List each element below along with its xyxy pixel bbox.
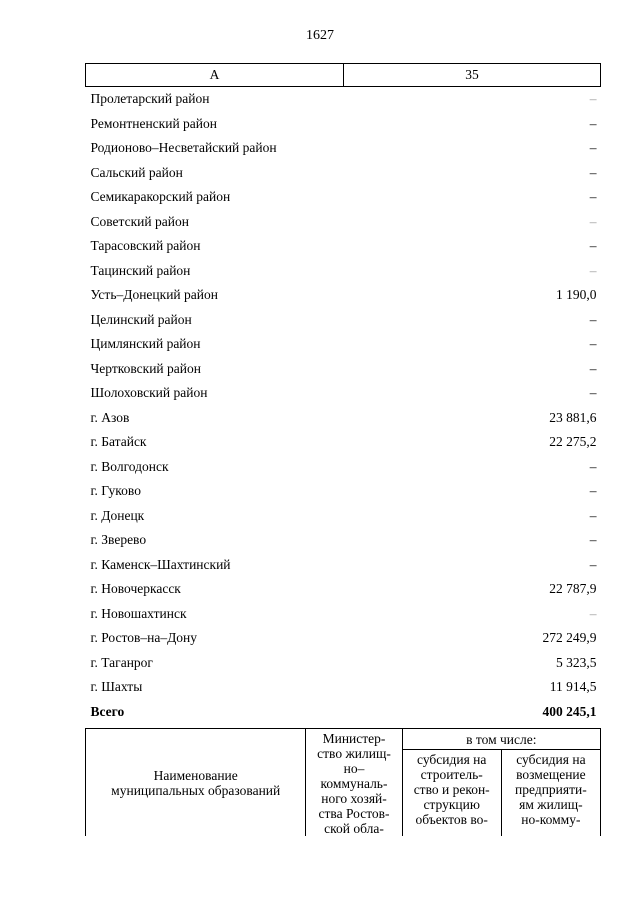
municipality-name: Сальский район (90, 164, 183, 180)
amount-value: – (589, 360, 597, 376)
municipality-name-header: Наименование муниципальных образований (86, 729, 306, 837)
municipality-name: г. Гуково (90, 483, 141, 499)
municipality-name: г. Шахты (90, 679, 143, 695)
including-header: в том числе: (402, 729, 600, 750)
municipality-name: Семикаракорский район (90, 189, 231, 205)
total-label: Всего (90, 703, 125, 719)
table-row (86, 577, 601, 602)
table-body (86, 87, 601, 725)
construction-subsidy-header: субсидия на строитель- ство и рекон- струкцию объектов во- (402, 750, 501, 837)
total-value: 400 245,1 (542, 703, 597, 719)
table-row (86, 528, 601, 553)
amount-value: 11 914,5 (549, 679, 597, 695)
compensation-subsidy-header: субсидия на возмещение предприяти- ям жилищ- но-комму- (501, 750, 600, 837)
table-row (86, 479, 601, 504)
municipality-name: г. Таганрог (90, 654, 153, 670)
table-row (86, 430, 601, 455)
municipality-name: г. Новошахтинск (90, 605, 187, 621)
amount-value: 272 249,9 (542, 630, 597, 646)
table-row (86, 283, 601, 308)
amount-value: – (589, 213, 597, 229)
amount-value: – (589, 385, 597, 401)
municipality-name: г. Зверево (90, 532, 147, 548)
amount-value: 1 190,0 (556, 287, 597, 303)
table-row (86, 210, 601, 235)
municipality-name: Пролетарский район (90, 91, 210, 107)
amount-value: – (589, 507, 597, 523)
table-row (86, 136, 601, 161)
amount-value: – (589, 311, 597, 327)
amount-value: – (589, 189, 597, 205)
amount-value: – (589, 238, 597, 254)
municipality-name: г. Донецк (90, 507, 145, 523)
municipality-name: Тацинский район (90, 262, 191, 278)
municipality-name: г. Каменск–Шахтинский (90, 556, 231, 572)
amount-value: 22 275,2 (549, 434, 597, 450)
table-row (86, 185, 601, 210)
second-table-header (85, 728, 601, 836)
amount-value: – (589, 91, 597, 107)
table-row (86, 381, 601, 406)
municipality-name: Тарасовский район (90, 238, 201, 254)
municipality-name: Шолоховский район (90, 385, 208, 401)
table-row (86, 406, 601, 431)
table-row (86, 553, 601, 578)
amount-value: 23 881,6 (549, 409, 597, 425)
table-row (86, 87, 601, 112)
amount-value: 5 323,5 (556, 654, 597, 670)
table-row (86, 675, 601, 700)
page-number: 1627 (306, 28, 334, 43)
table-row (86, 259, 601, 284)
municipality-name: г. Азов (90, 409, 130, 425)
amount-value: – (589, 115, 597, 131)
table-row (86, 626, 601, 651)
table-row (86, 504, 601, 529)
table-row (86, 357, 601, 382)
table-row (86, 332, 601, 357)
municipality-name: Усть–Донецкий район (90, 287, 218, 303)
table-row (86, 112, 601, 137)
amount-value: – (589, 483, 597, 499)
amount-value: – (589, 336, 597, 352)
municipality-name: г. Ростов–на–Дону (90, 630, 198, 646)
municipality-name: Советский район (90, 213, 189, 229)
table-row (86, 234, 601, 259)
municipality-name: Цимлянский район (90, 336, 201, 352)
amount-value: – (589, 605, 597, 621)
column-header-35: 35 (344, 64, 601, 87)
municipality-name: г. Батайск (90, 434, 147, 450)
amount-value: – (589, 458, 597, 474)
table-row (86, 602, 601, 627)
column-header-a: А (86, 64, 344, 87)
amount-value: 22 787,9 (549, 581, 597, 597)
amount-value: – (589, 532, 597, 548)
table-row (86, 455, 601, 480)
amount-value: – (589, 140, 597, 156)
total-row (86, 700, 601, 725)
municipality-name: г. Новочеркасск (90, 581, 181, 597)
municipality-name: Чертковский район (90, 360, 201, 376)
municipality-name: Ремонтненский район (90, 115, 217, 131)
table-row (86, 161, 601, 186)
amount-value: – (589, 556, 597, 572)
municipality-name: г. Волгодонск (90, 458, 169, 474)
amount-value: – (589, 262, 597, 278)
table-header-row (86, 64, 601, 87)
municipality-name: Родионово–Несветайский район (90, 140, 277, 156)
ministry-header: Министер- ство жилищ- но– коммуналь- ного хозяй- ства Ростов- ской обла- (306, 729, 402, 837)
municipality-name: Целинский район (90, 311, 192, 327)
amount-value: – (589, 164, 597, 180)
table-row (86, 651, 601, 676)
municipal-table (85, 63, 601, 724)
table-row (86, 308, 601, 333)
